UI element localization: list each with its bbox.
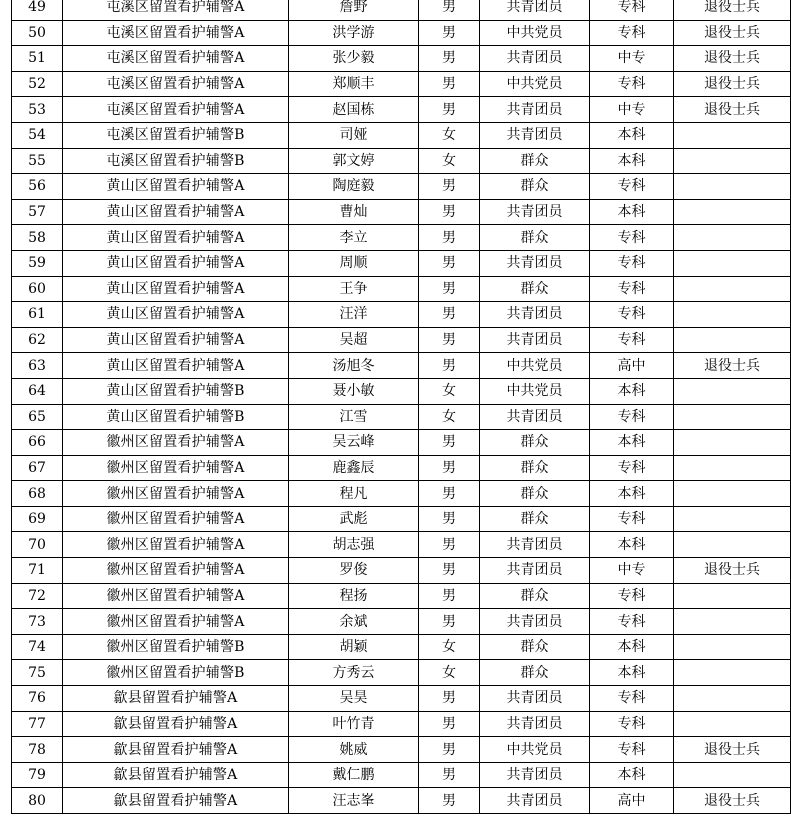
name-cell: 詹野 [289,0,419,20]
note-cell [674,250,791,276]
row-number-cell: 66 [12,430,63,456]
name-cell: 赵国栋 [289,97,419,123]
note-cell [674,276,791,302]
education-cell: 专科 [590,20,674,46]
name-cell: 张少毅 [289,46,419,72]
table-row [12,660,791,686]
row-number-cell: 71 [12,558,63,584]
education-cell: 专科 [590,276,674,302]
note-cell [674,378,791,404]
education-cell: 专科 [590,0,674,20]
political-status-cell: 中共党员 [480,353,590,379]
table-row [12,481,791,507]
education-cell: 本科 [590,378,674,404]
note-cell [674,481,791,507]
note-cell [674,660,791,686]
note-cell [674,634,791,660]
post-cell: 徽州区留置看护辅警A [63,583,289,609]
note-cell [674,174,791,200]
note-cell [674,302,791,328]
education-cell: 中专 [590,46,674,72]
political-status-cell: 群众 [480,583,590,609]
name-cell: 胡志强 [289,532,419,558]
row-number-cell: 73 [12,609,63,635]
name-cell: 汪志峯 [289,788,419,814]
roster-table [11,0,791,814]
name-cell: 武彪 [289,506,419,532]
gender-cell: 男 [419,737,480,763]
post-cell: 黄山区留置看护辅警A [63,302,289,328]
education-cell: 本科 [590,762,674,788]
political-status-cell: 共青团员 [480,327,590,353]
row-number-cell: 58 [12,225,63,251]
name-cell: 叶竹青 [289,711,419,737]
table-row [12,302,791,328]
post-cell: 黄山区留置看护辅警A [63,276,289,302]
table-row [12,199,791,225]
education-cell: 本科 [590,532,674,558]
gender-cell: 男 [419,506,480,532]
name-cell: 陶庭毅 [289,174,419,200]
name-cell: 吴超 [289,327,419,353]
political-status-cell: 共青团员 [480,46,590,72]
post-cell: 屯溪区留置看护辅警A [63,20,289,46]
row-number-cell: 61 [12,302,63,328]
row-number-cell: 54 [12,122,63,148]
gender-cell: 男 [419,711,480,737]
table-row [12,762,791,788]
table-row [12,0,791,20]
note-cell: 退役士兵 [674,353,791,379]
note-cell [674,609,791,635]
post-cell: 黄山区留置看护辅警A [63,250,289,276]
table-row [12,276,791,302]
post-cell: 歙县留置看护辅警A [63,737,289,763]
education-cell: 专科 [590,327,674,353]
post-cell: 屯溪区留置看护辅警A [63,71,289,97]
row-number-cell: 62 [12,327,63,353]
gender-cell: 男 [419,353,480,379]
education-cell: 高中 [590,353,674,379]
table-row [12,97,791,123]
name-cell: 吴云峰 [289,430,419,456]
gender-cell: 男 [419,46,480,72]
post-cell: 徽州区留置看护辅警B [63,660,289,686]
political-status-cell: 共青团员 [480,532,590,558]
table-row [12,20,791,46]
name-cell: 李立 [289,225,419,251]
gender-cell: 男 [419,455,480,481]
name-cell: 王争 [289,276,419,302]
post-cell: 屯溪区留置看护辅警A [63,97,289,123]
education-cell: 专科 [590,71,674,97]
row-number-cell: 70 [12,532,63,558]
note-cell [674,148,791,174]
row-number-cell: 65 [12,404,63,430]
gender-cell: 男 [419,20,480,46]
post-cell: 黄山区留置看护辅警A [63,353,289,379]
education-cell: 本科 [590,660,674,686]
table-row [12,353,791,379]
gender-cell: 男 [419,686,480,712]
name-cell: 司娅 [289,122,419,148]
education-cell: 中专 [590,97,674,123]
table-row [12,455,791,481]
post-cell: 屯溪区留置看护辅警B [63,148,289,174]
political-status-cell: 群众 [480,481,590,507]
political-status-cell: 共青团员 [480,686,590,712]
post-cell: 徽州区留置看护辅警A [63,455,289,481]
education-cell: 本科 [590,148,674,174]
gender-cell: 女 [419,660,480,686]
gender-cell: 男 [419,430,480,456]
row-number-cell: 64 [12,378,63,404]
post-cell: 歙县留置看护辅警A [63,788,289,814]
row-number-cell: 51 [12,46,63,72]
post-cell: 徽州区留置看护辅警A [63,430,289,456]
gender-cell: 男 [419,250,480,276]
political-status-cell: 共青团员 [480,404,590,430]
note-cell [674,199,791,225]
name-cell: 姚威 [289,737,419,763]
post-cell: 黄山区留置看护辅警B [63,404,289,430]
education-cell: 专科 [590,250,674,276]
education-cell: 中专 [590,558,674,584]
table-row [12,737,791,763]
table-row [12,506,791,532]
political-status-cell: 群众 [480,148,590,174]
note-cell [674,532,791,558]
post-cell: 徽州区留置看护辅警A [63,506,289,532]
note-cell: 退役士兵 [674,0,791,20]
post-cell: 黄山区留置看护辅警A [63,327,289,353]
name-cell: 郭文婷 [289,148,419,174]
education-cell: 专科 [590,609,674,635]
political-status-cell: 共青团员 [480,609,590,635]
name-cell: 聂小敏 [289,378,419,404]
table-row [12,711,791,737]
education-cell: 专科 [590,583,674,609]
education-cell: 专科 [590,686,674,712]
gender-cell: 男 [419,71,480,97]
post-cell: 徽州区留置看护辅警B [63,634,289,660]
political-status-cell: 共青团员 [480,711,590,737]
name-cell: 余斌 [289,609,419,635]
political-status-cell: 共青团员 [480,558,590,584]
table-row [12,122,791,148]
table-row [12,404,791,430]
row-number-cell: 69 [12,506,63,532]
education-cell: 专科 [590,225,674,251]
row-number-cell: 78 [12,737,63,763]
gender-cell: 女 [419,404,480,430]
political-status-cell: 中共党员 [480,737,590,763]
political-status-cell: 群众 [480,455,590,481]
gender-cell: 男 [419,0,480,20]
row-number-cell: 77 [12,711,63,737]
name-cell: 周顺 [289,250,419,276]
political-status-cell: 中共党员 [480,71,590,97]
post-cell: 黄山区留置看护辅警A [63,174,289,200]
table-row [12,583,791,609]
table-row [12,788,791,814]
post-cell: 歙县留置看护辅警A [63,711,289,737]
gender-cell: 男 [419,225,480,251]
name-cell: 程凡 [289,481,419,507]
post-cell: 徽州区留置看护辅警A [63,481,289,507]
note-cell [674,327,791,353]
post-cell: 徽州区留置看护辅警A [63,609,289,635]
note-cell: 退役士兵 [674,737,791,763]
political-status-cell: 群众 [480,276,590,302]
political-status-cell: 共青团员 [480,250,590,276]
note-cell [674,583,791,609]
row-number-cell: 67 [12,455,63,481]
education-cell: 专科 [590,174,674,200]
gender-cell: 男 [419,558,480,584]
gender-cell: 女 [419,122,480,148]
row-number-cell: 74 [12,634,63,660]
education-cell: 本科 [590,430,674,456]
note-cell [674,506,791,532]
name-cell: 江雪 [289,404,419,430]
political-status-cell: 群众 [480,506,590,532]
row-number-cell: 59 [12,250,63,276]
political-status-cell: 共青团员 [480,788,590,814]
gender-cell: 男 [419,532,480,558]
gender-cell: 男 [419,199,480,225]
political-status-cell: 共青团员 [480,97,590,123]
gender-cell: 男 [419,481,480,507]
note-cell: 退役士兵 [674,97,791,123]
row-number-cell: 80 [12,788,63,814]
note-cell: 退役士兵 [674,558,791,584]
education-cell: 本科 [590,481,674,507]
education-cell: 专科 [590,711,674,737]
table-row [12,327,791,353]
row-number-cell: 75 [12,660,63,686]
political-status-cell: 共青团员 [480,199,590,225]
post-cell: 黄山区留置看护辅警A [63,225,289,251]
name-cell: 曹灿 [289,199,419,225]
name-cell: 戴仁鹏 [289,762,419,788]
row-number-cell: 79 [12,762,63,788]
gender-cell: 男 [419,276,480,302]
education-cell: 专科 [590,506,674,532]
gender-cell: 男 [419,762,480,788]
table-row [12,634,791,660]
row-number-cell: 60 [12,276,63,302]
table-row [12,430,791,456]
post-cell: 徽州区留置看护辅警A [63,558,289,584]
table-row [12,71,791,97]
note-cell: 退役士兵 [674,20,791,46]
roster-table-body [12,0,791,814]
name-cell: 鹿鑫辰 [289,455,419,481]
political-status-cell: 共青团员 [480,122,590,148]
gender-cell: 男 [419,609,480,635]
post-cell: 黄山区留置看护辅警A [63,199,289,225]
education-cell: 本科 [590,634,674,660]
post-cell: 屯溪区留置看护辅警A [63,0,289,20]
political-status-cell: 群众 [480,634,590,660]
note-cell: 退役士兵 [674,46,791,72]
education-cell: 专科 [590,737,674,763]
name-cell: 汪洋 [289,302,419,328]
gender-cell: 女 [419,378,480,404]
name-cell: 罗俊 [289,558,419,584]
post-cell: 徽州区留置看护辅警A [63,532,289,558]
education-cell: 专科 [590,455,674,481]
post-cell: 屯溪区留置看护辅警A [63,46,289,72]
note-cell: 退役士兵 [674,71,791,97]
political-status-cell: 共青团员 [480,762,590,788]
political-status-cell: 共青团员 [480,0,590,20]
name-cell: 汤旭冬 [289,353,419,379]
political-status-cell: 群众 [480,174,590,200]
note-cell [674,225,791,251]
table-row [12,686,791,712]
gender-cell: 男 [419,327,480,353]
political-status-cell: 群众 [480,660,590,686]
political-status-cell: 中共党员 [480,20,590,46]
education-cell: 专科 [590,302,674,328]
table-row [12,378,791,404]
gender-cell: 男 [419,583,480,609]
gender-cell: 男 [419,174,480,200]
table-row [12,46,791,72]
note-cell [674,455,791,481]
row-number-cell: 55 [12,148,63,174]
gender-cell: 男 [419,788,480,814]
table-row [12,532,791,558]
note-cell [674,430,791,456]
post-cell: 黄山区留置看护辅警B [63,378,289,404]
name-cell: 胡颖 [289,634,419,660]
note-cell [674,686,791,712]
row-number-cell: 68 [12,481,63,507]
table-row [12,558,791,584]
political-status-cell: 中共党员 [480,378,590,404]
post-cell: 屯溪区留置看护辅警B [63,122,289,148]
note-cell [674,404,791,430]
post-cell: 歙县留置看护辅警A [63,686,289,712]
row-number-cell: 76 [12,686,63,712]
gender-cell: 男 [419,302,480,328]
row-number-cell: 53 [12,97,63,123]
name-cell: 方秀云 [289,660,419,686]
note-cell [674,711,791,737]
row-number-cell: 72 [12,583,63,609]
education-cell: 本科 [590,122,674,148]
row-number-cell: 56 [12,174,63,200]
education-cell: 本科 [590,199,674,225]
name-cell: 郑顺丰 [289,71,419,97]
education-cell: 高中 [590,788,674,814]
row-number-cell: 50 [12,20,63,46]
name-cell: 吴昊 [289,686,419,712]
note-cell: 退役士兵 [674,788,791,814]
row-number-cell: 49 [12,0,63,20]
row-number-cell: 57 [12,199,63,225]
gender-cell: 女 [419,634,480,660]
name-cell: 洪学游 [289,20,419,46]
table-row [12,148,791,174]
note-cell [674,762,791,788]
political-status-cell: 群众 [480,225,590,251]
row-number-cell: 63 [12,353,63,379]
name-cell: 程扬 [289,583,419,609]
table-row [12,250,791,276]
gender-cell: 女 [419,148,480,174]
post-cell: 歙县留置看护辅警A [63,762,289,788]
table-row [12,609,791,635]
row-number-cell: 52 [12,71,63,97]
education-cell: 专科 [590,404,674,430]
table-row [12,174,791,200]
political-status-cell: 群众 [480,430,590,456]
table-row [12,225,791,251]
gender-cell: 男 [419,97,480,123]
political-status-cell: 共青团员 [480,302,590,328]
note-cell [674,122,791,148]
